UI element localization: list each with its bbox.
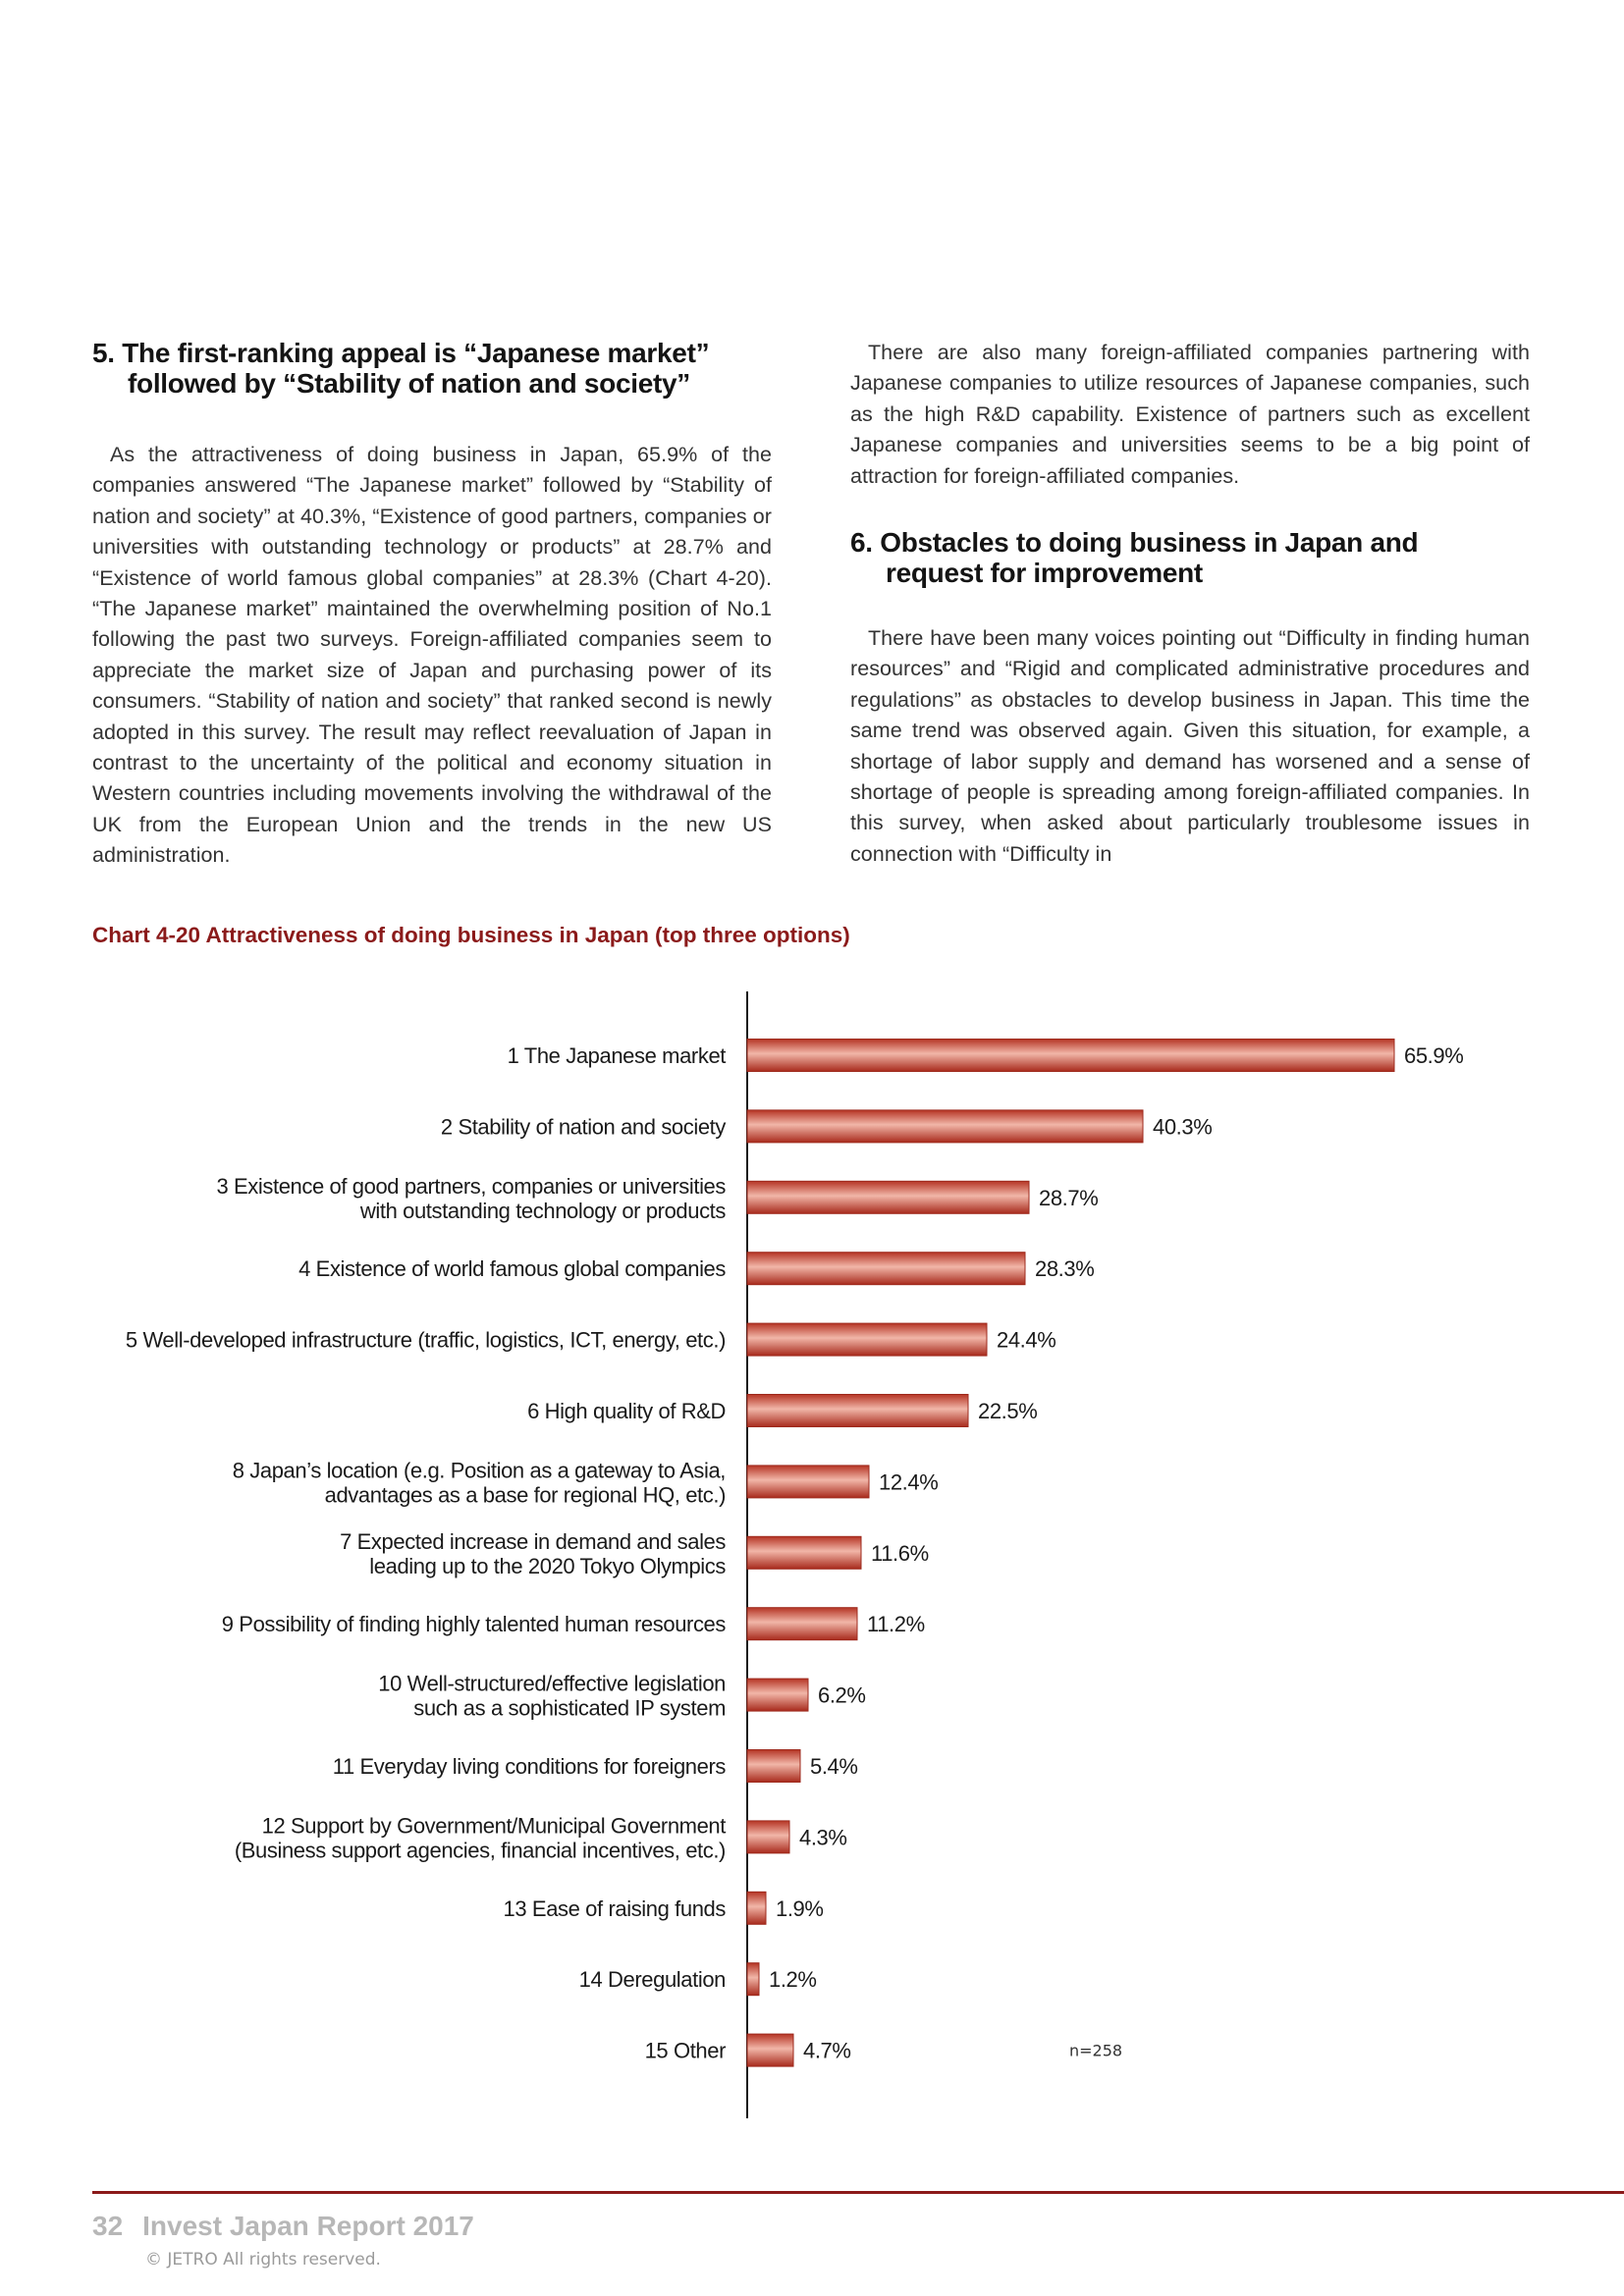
category-label-10: 10 Well-structured/effective legislation such as a sophisticated IP system: [378, 1671, 726, 1721]
value-label-1: 65.9%: [1404, 1043, 1464, 1068]
category-label-2: 2 Stability of nation and society: [440, 1114, 726, 1140]
value-label-4: 28.3%: [1035, 1256, 1095, 1282]
category-label-8: 7 Expected increase in demand and sales leading up to the 2020 Tokyo Olympics: [340, 1528, 726, 1578]
bar-10: [747, 1679, 808, 1711]
bar-12: [747, 1821, 789, 1853]
value-label-5: 24.4%: [997, 1327, 1056, 1353]
bar-13: [747, 1892, 766, 1924]
category-label-15: 15 Other: [644, 2038, 726, 2063]
section-6-heading-line2: request for improvement: [886, 558, 1203, 589]
section-5-heading-line1: 5. The first-ranking appeal is “Japanese market”: [92, 338, 710, 368]
value-label-8: 11.6%: [871, 1540, 929, 1566]
value-label-3: 28.7%: [1039, 1185, 1099, 1210]
copyright: © JETRO All rights reserved.: [145, 2250, 381, 2269]
footer-page-info: [92, 2211, 474, 2242]
report-title: Invest Japan Report 2017: [142, 2211, 474, 2241]
section-6-paragraph: There have been many voices pointing out “Difficulty in finding human resources” and “Rigid and complicated administrative procedures and regulations” as obstacles to develop business in Japan. This time the same trend was observed again. Given this situation, for example, a shortage of labor supply and demand has worsened and a sense of shortage of people is spreading among foreign-affiliated companies. In this survey, when asked about particularly troublesome issues in connection with “Difficulty in: [850, 626, 1530, 866]
bar-5: [747, 1323, 987, 1356]
bar-6: [747, 1395, 968, 1427]
value-label-11: 5.4%: [810, 1754, 858, 1779]
right-column-paragraph: There are also many foreign-affiliated companies partnering with Japanese companies to utilize resources of Japanese companies, such as the high R&D capability. Existence of partners such as excellent Japanese companies and universities seems to be a big point of attraction for foreign-affiliated companies.: [850, 341, 1530, 488]
value-label-12: 4.3%: [799, 1825, 847, 1850]
footer-divider: [92, 2191, 1624, 2194]
category-label-14: 14 Deregulation: [578, 1967, 726, 1993]
category-label-13: 13 Ease of raising funds: [503, 1896, 726, 1921]
bar-4: [747, 1253, 1025, 1285]
section-6-heading-line1: 6. Obstacles to doing business in Japan and: [850, 527, 1419, 559]
bar-3: [747, 1181, 1029, 1213]
bar-15: [747, 2034, 793, 2066]
bar-8: [747, 1536, 861, 1569]
bar-7: [747, 1466, 869, 1498]
value-label-7: 12.4%: [879, 1469, 939, 1495]
bar-11: [747, 1750, 800, 1783]
category-label-9: 9 Possibility of finding highly talented human resources: [221, 1612, 726, 1637]
category-label-12: 12 Support by Government/Municipal Government (Business support agencies, financial incentives, etc.): [234, 1813, 726, 1863]
value-label-14: 1.2%: [769, 1967, 817, 1993]
bar-2: [747, 1110, 1143, 1143]
category-label-11: 11 Everyday living conditions for foreigners: [332, 1754, 726, 1779]
chart-title: Chart 4-20 Attractiveness of doing business in Japan (top three options): [92, 923, 850, 947]
value-label-2: 40.3%: [1153, 1114, 1213, 1140]
page-number: 32: [92, 2211, 124, 2241]
section-5-heading-line2: followed by “Stability of nation and society”: [128, 368, 690, 399]
value-label-13: 1.9%: [776, 1896, 824, 1921]
category-label-3: 3 Existence of good partners, companies or universities with outstanding technology or products: [216, 1173, 726, 1223]
bar-1: [747, 1040, 1394, 1072]
value-label-15: 4.7%: [803, 2038, 851, 2063]
category-label-7: 8 Japan’s location (e.g. Position as a gateway to Asia, advantages as a base for regional HQ, etc.): [232, 1458, 726, 1508]
value-label-9: 11.2%: [867, 1612, 925, 1637]
sample-size-note: n=258: [1069, 2041, 1123, 2060]
category-label-1: 1 The Japanese market: [507, 1043, 726, 1068]
category-label-4: 4 Existence of world famous global companies: [298, 1256, 726, 1282]
value-label-10: 6.2%: [818, 1682, 866, 1708]
category-label-6: 6 High quality of R&D: [527, 1399, 726, 1423]
category-label-5: 5 Well-developed infrastructure (traffic, logistics, ICT, energy, etc.): [125, 1327, 726, 1353]
bar-9: [747, 1608, 857, 1640]
section-5-paragraph: As the attractiveness of doing business in Japan, 65.9% of the companies answered “The Japanese market” followed by “Stability of nation and society” at 40.3%, “Existence of good partners, companies or universities with outstanding technology or products” at 28.7% and “Existence of world famous global companies” at 28.3% (Chart 4-20). “The Japanese market” maintained the overwhelming position of No.1 following the past two surveys. Foreign-affiliated companies seem to appreciate the market size of Japan and purchasing power of its consumers. “Stability of nation and society” that ranked second is newly adopted in this survey. The result may reflect reevaluation of Japan in contrast to the uncertainty of the political and economy situation in Western countries including movements involving the withdrawal of the UK from the European Union and the trends in the new US administration.: [92, 443, 772, 868]
bar-14: [747, 1963, 759, 1996]
value-label-6: 22.5%: [978, 1399, 1038, 1423]
